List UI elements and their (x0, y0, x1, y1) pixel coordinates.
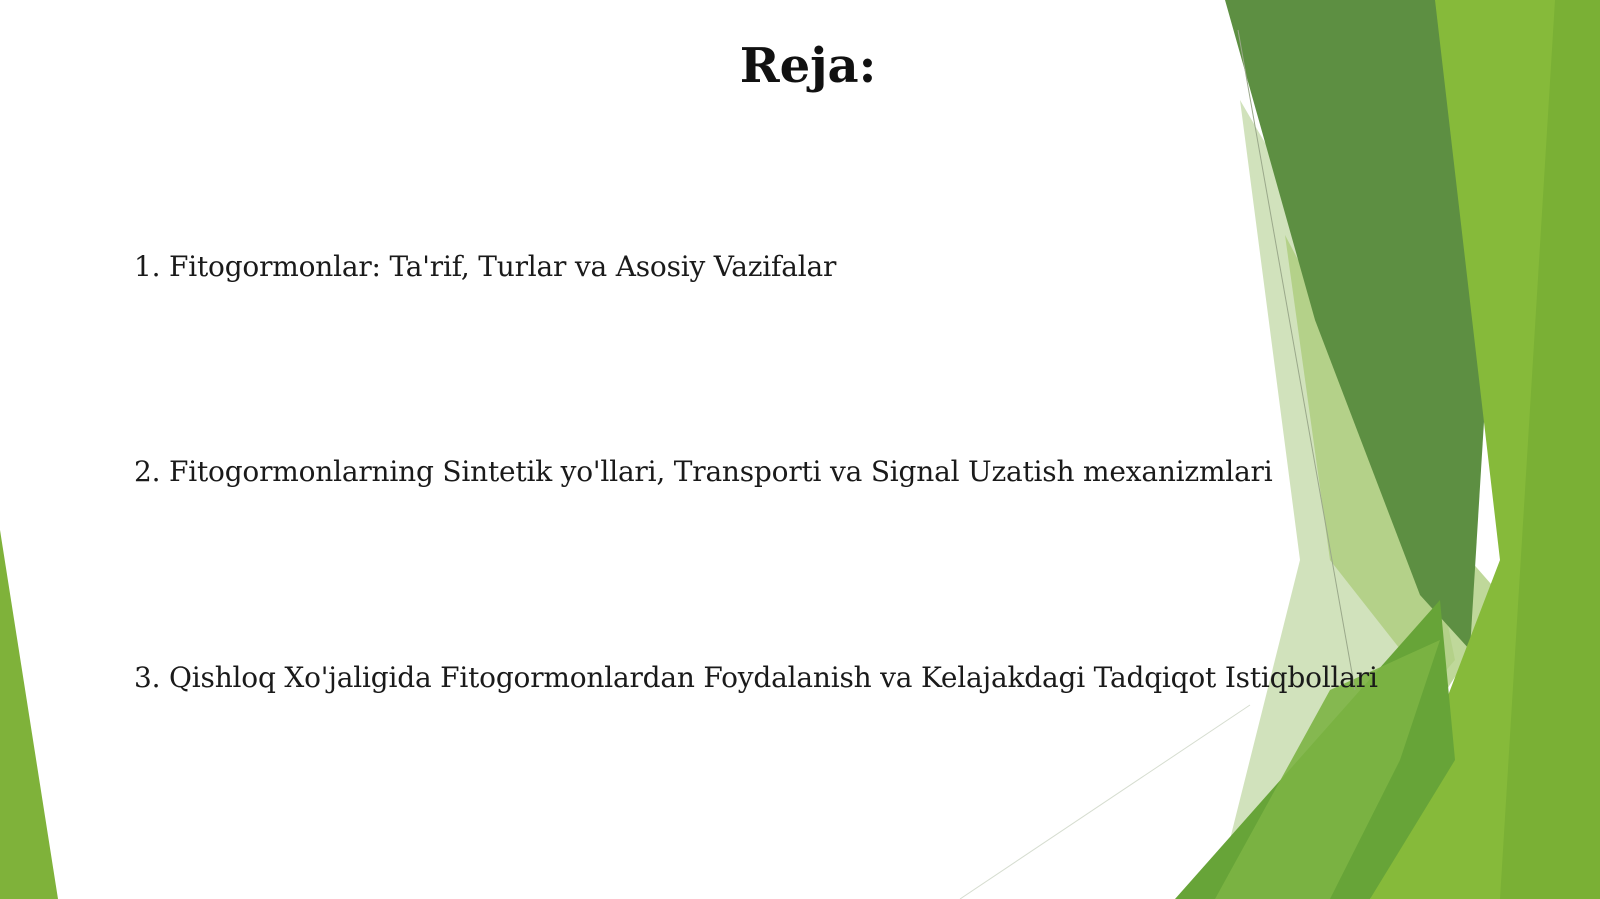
left-green-sliver (0, 530, 58, 899)
plan-item-1: 1. Fitogormonlar: Ta'rif, Turlar va Asosiy Vazifalar (134, 250, 837, 283)
plan-item-3: 3. Qishloq Xo'jaligida Fitogormonlardan Foydalanish va Kelajakdagi Tadqiqot Istiqbollari (134, 661, 1378, 694)
plan-item-2: 2. Fitogormonlarning Sintetik yo'llari, Transporti va Signal Uzatish mexanizmlari (134, 455, 1273, 488)
slide-title: Reja: (739, 38, 877, 94)
